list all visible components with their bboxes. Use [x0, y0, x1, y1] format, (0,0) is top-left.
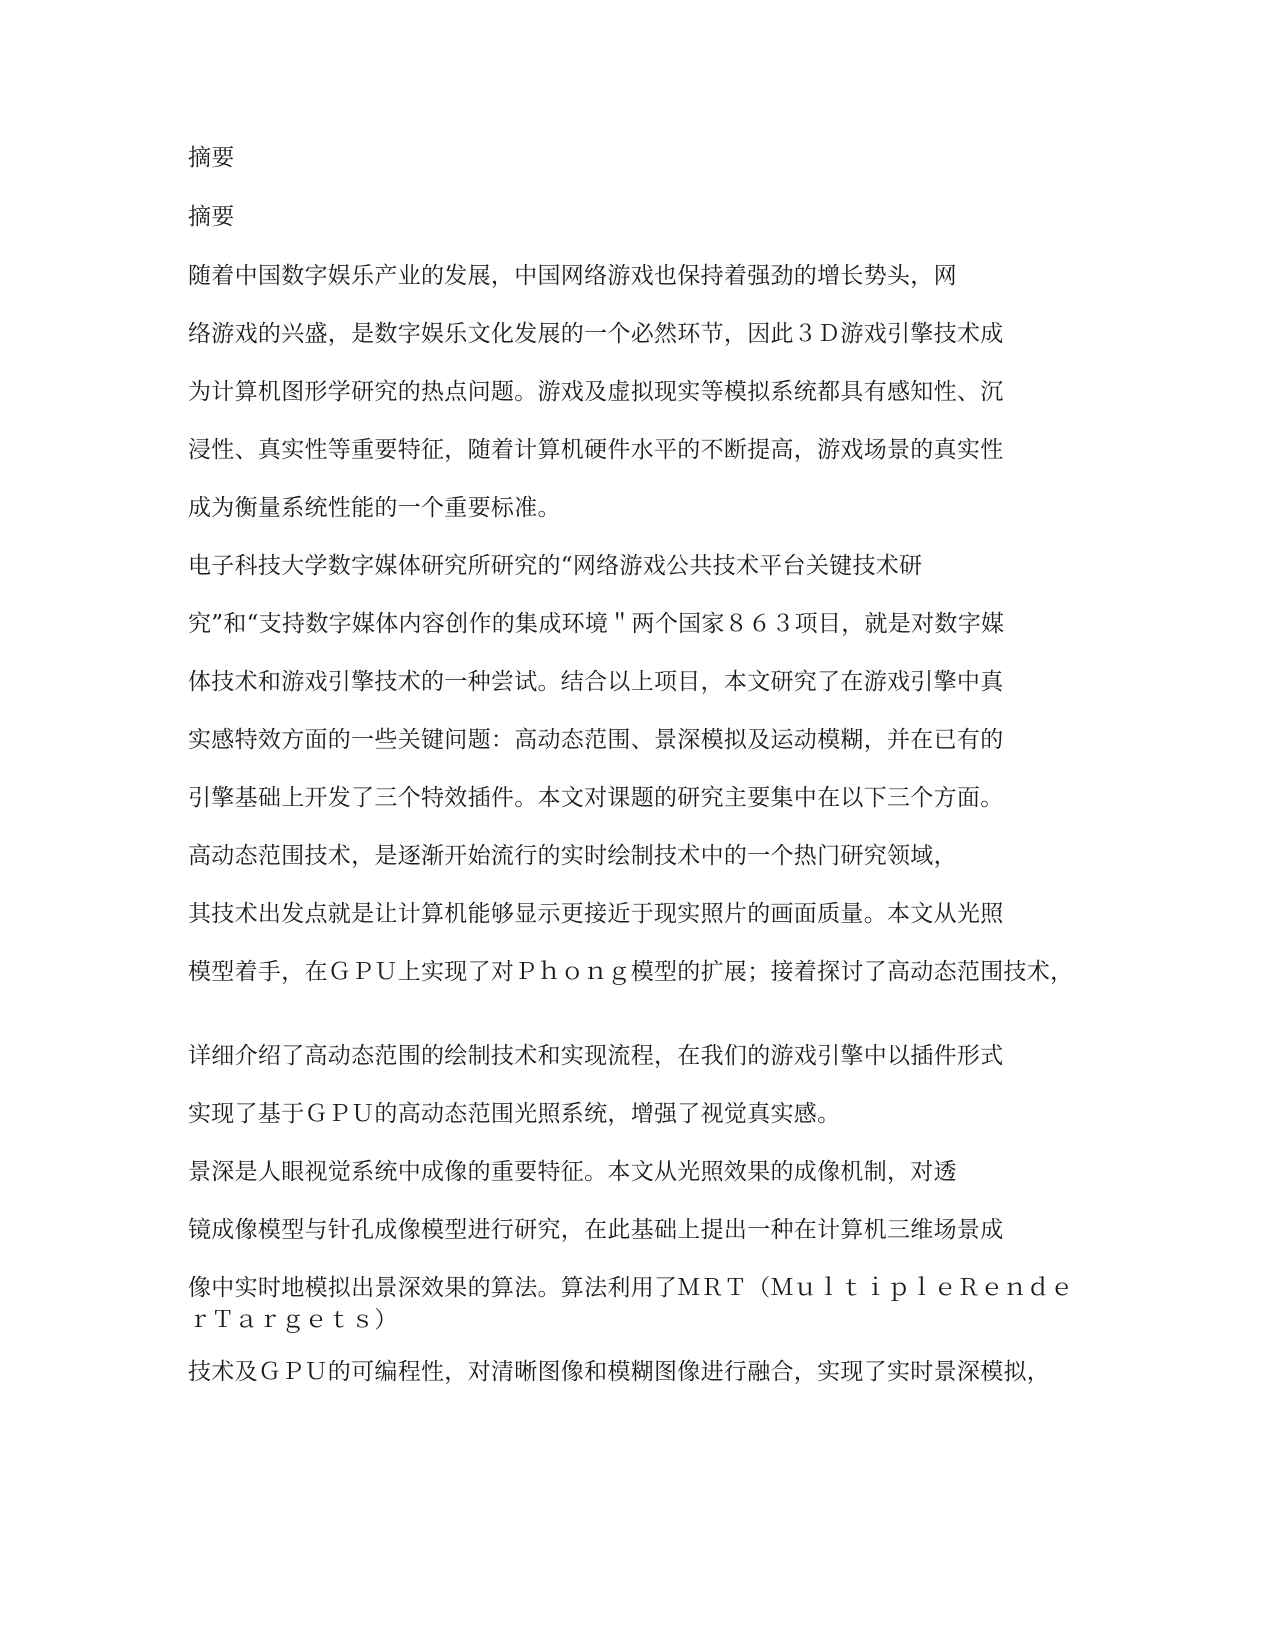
- paragraph-line: 其技术出发点就是让计算机能够显示更接近于现实照片的画面质量。本文从光照: [188, 901, 1004, 927]
- paragraph-line: 实感特效方面的一些关键问题：高动态范围、景深模拟及运动模糊，并在已有的: [188, 727, 1004, 753]
- paragraph-line: 体技术和游戏引擎技术的一种尝试。结合以上项目，本文研究了在游戏引擎中真: [188, 669, 1004, 695]
- paragraph-line: 实现了基于ＧＰＵ的高动态范围光照系统，增强了视觉真实感。: [188, 1101, 841, 1127]
- paragraph-line: 随着中国数字娱乐产业的发展，中国网络游戏也保持着强劲的增长势头，网: [188, 263, 957, 289]
- paragraph-line: 技术及ＧＰＵ的可编程性，对清晰图像和模糊图像进行融合，实现了实时景深模拟，: [188, 1359, 1051, 1385]
- paragraph-line: 镜成像模型与针孔成像模型进行研究，在此基础上提出一种在计算机三维场景成: [188, 1217, 1004, 1243]
- paragraph-line: 电子科技大学数字媒体研究所研究的“网络游戏公共技术平台关键技术研: [188, 553, 923, 579]
- paragraph-line: 景深是人眼视觉系统中成像的重要特征。本文从光照效果的成像机制，对透: [188, 1159, 957, 1185]
- paragraph-line: 详细介绍了高动态范围的绘制技术和实现流程，在我们的游戏引擎中以插件形式: [188, 1043, 1004, 1069]
- heading-abstract: 摘要: [188, 145, 235, 171]
- paragraph-line: 像中实时地模拟出景深效果的算法。算法利用了ＭＲＴ（ＭｕｌｔｉｐｌｅＲｅｎｄｅｒＴａｒｇｅｔｓ）: [188, 1275, 1074, 1333]
- paragraph-line: 浸性、真实性等重要特征，随着计算机硬件水平的不断提高，游戏场景的真实性: [188, 437, 1004, 463]
- paragraph-line: 络游戏的兴盛，是数字娱乐文化发展的一个必然环节，因此３Ｄ游戏引擎技术成: [188, 321, 1004, 347]
- paragraph-line: 引擎基础上开发了三个特效插件。本文对课题的研究主要集中在以下三个方面。: [188, 785, 1004, 811]
- heading-abstract-repeat: 摘要: [188, 204, 235, 230]
- paragraph-line: 为计算机图形学研究的热点问题。游戏及虚拟现实等模拟系统都具有感知性、沉: [188, 379, 1004, 405]
- paragraph-line: 成为衡量系统性能的一个重要标准。: [188, 495, 561, 521]
- paragraph-line: 模型着手，在ＧＰＵ上实现了对Ｐｈｏｎｇ模型的扩展；接着探讨了高动态范围技术，: [188, 959, 1074, 985]
- paragraph-line: 高动态范围技术，是逐渐开始流行的实时绘制技术中的一个热门研究领域，: [188, 843, 957, 869]
- paragraph-line: 究”和“支持数字媒体内容创作的集成环境＂两个国家８６３项目，就是对数字媒: [188, 611, 1005, 637]
